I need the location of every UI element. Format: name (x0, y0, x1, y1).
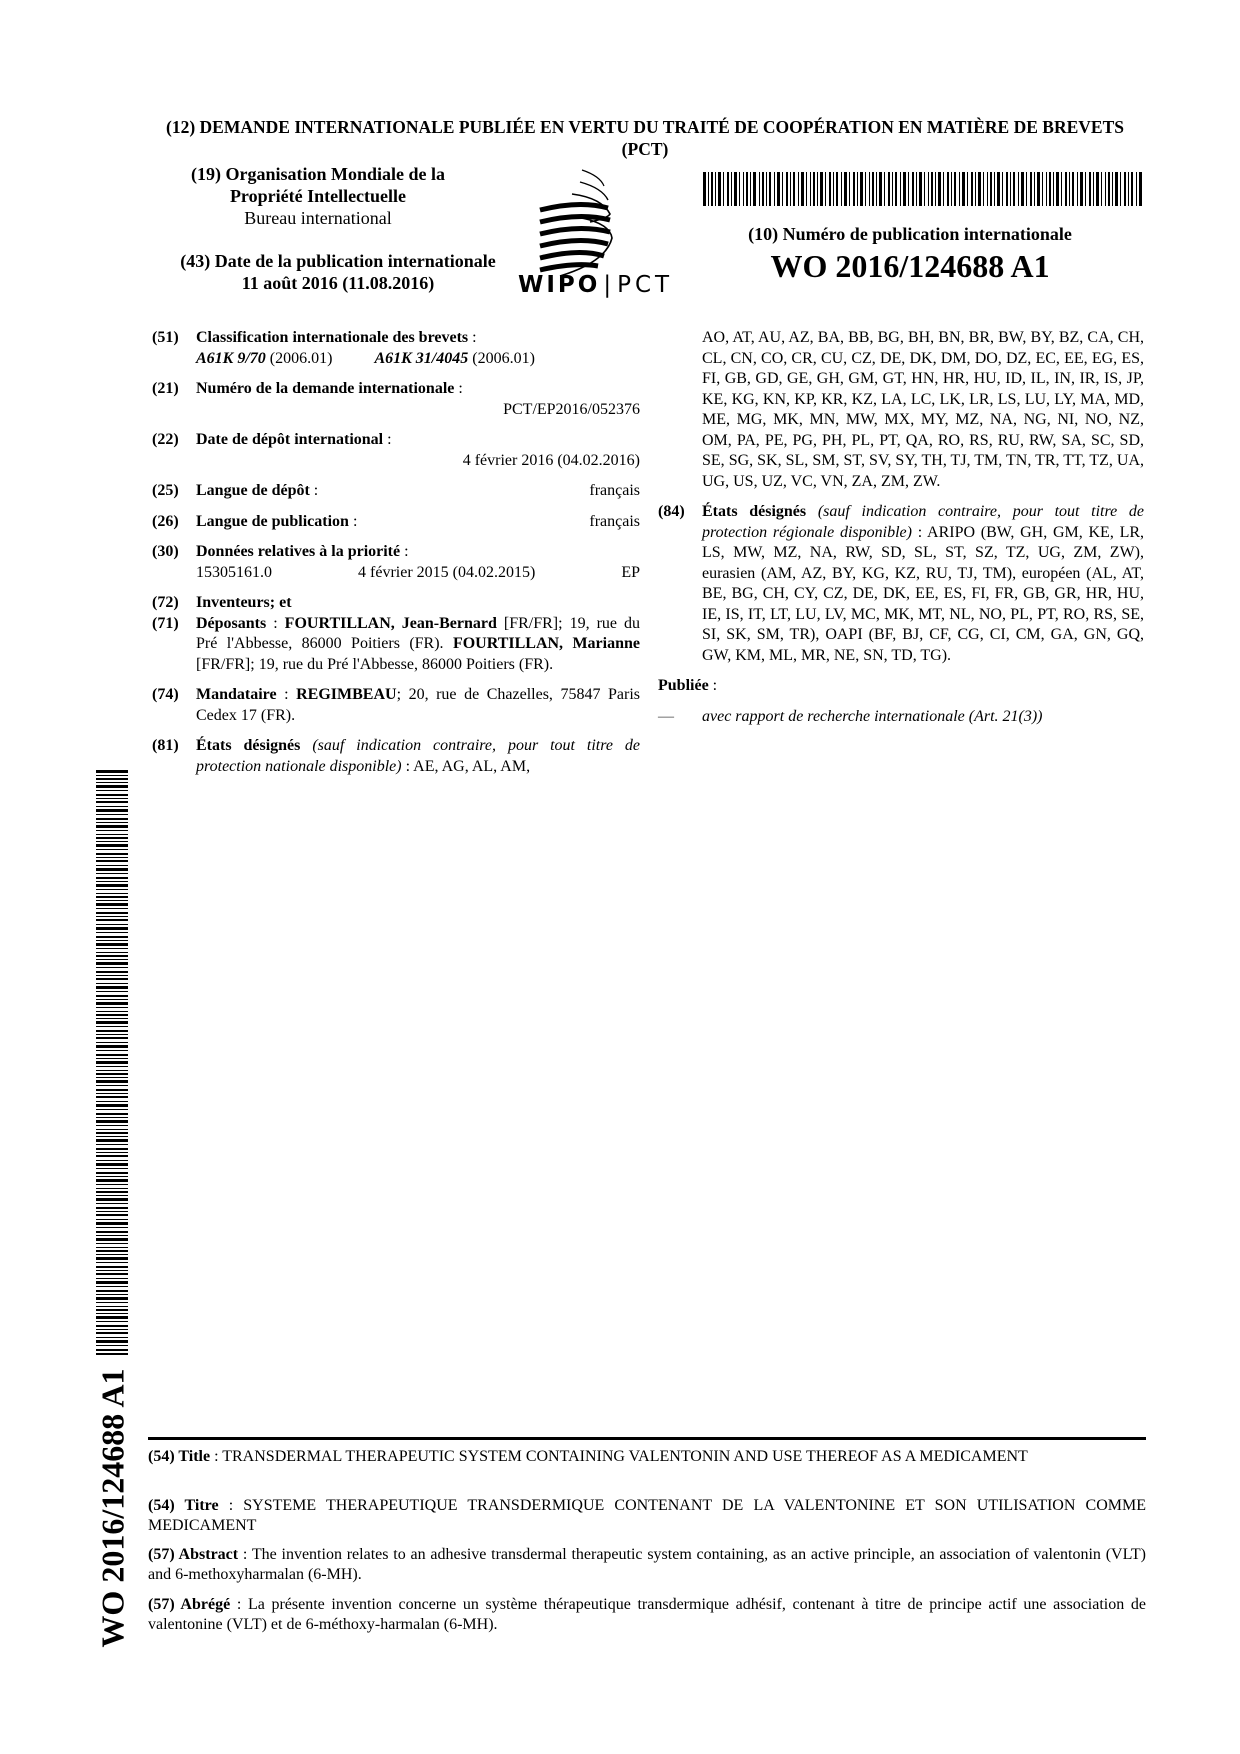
logo-separator: | (603, 272, 615, 298)
agent-name: REGIMBEAU (296, 686, 397, 703)
abstract-text: La présente invention concerne un système thérapeutique transdermique adhésif, contenant à titre de principe actif une association de valentonine (VLT) et de 6-méthoxy-harmalan (6-MH). (148, 1596, 1147, 1633)
publication-number: WO 2016/124688 A1 (770, 248, 1050, 284)
field-label: Inventeurs; et (196, 594, 292, 611)
field-51-classification (152, 328, 640, 369)
title-french (148, 1496, 1146, 1536)
field-label: Date de dépôt international (196, 431, 384, 448)
field-number: (51) (152, 329, 179, 346)
publication-date-label: (43) Date de la publication internationale (180, 251, 496, 271)
publication-number-label: (10) Numéro de publication internationale (748, 224, 1072, 244)
bibliographic-right-column (658, 328, 1144, 727)
field-label: Données relatives à la priorité (196, 543, 401, 560)
field-25-filing-language (152, 481, 640, 502)
bureau-label: Bureau international (244, 208, 392, 228)
field-colon: : (911, 523, 928, 541)
field-84-regional-states (658, 502, 1144, 666)
field-72-inventors (152, 593, 640, 614)
published-item (658, 707, 1144, 728)
abstract-label: (57) Abrégé (148, 1596, 231, 1613)
field-label: Mandataire (196, 686, 277, 703)
field-71-applicants (152, 614, 640, 676)
classification-item (374, 349, 534, 370)
field-label: Classification internationale des brevets (196, 329, 469, 346)
designated-states-start: AE, AG, AL, AM, (413, 757, 531, 775)
priority-number: 15305161.0 (196, 563, 272, 581)
organization-name-line1: (19) Organisation Mondiale de la (190, 164, 445, 184)
applicant-name: FOURTILLAN, Jean-Bernard (284, 614, 497, 632)
abstract-french (148, 1595, 1146, 1635)
organization-block (148, 163, 488, 229)
agent-address: ; 20, rue de Chazelles, 75847 Paris Cedex 17 (FR). (196, 686, 640, 724)
field-number: (81) (152, 737, 179, 754)
filing-date: 4 février 2016 (04.02.2016) (462, 451, 640, 469)
field-colon: : (468, 329, 477, 346)
field-colon: : (266, 614, 285, 632)
classification-item (196, 349, 332, 370)
field-number: (22) (152, 431, 179, 448)
classification-code: A61K 9/70 (196, 349, 266, 367)
field-colon: : (238, 1546, 252, 1563)
title-text: TRANSDERMAL THERAPEUTIC SYSTEM CONTAINING VALENTONIN AND USE THEREOF AS A MEDICAMENT (222, 1448, 1028, 1465)
wipo-label: WIPO (518, 272, 601, 298)
field-colon: : (210, 1448, 223, 1465)
field-colon: : (454, 380, 463, 397)
field-colon: : (401, 757, 414, 775)
field-colon: : (218, 1497, 244, 1514)
field-22-filing-date (152, 430, 640, 471)
field-number: (71) (152, 614, 179, 632)
applicant-address: [FR/FR]; 19, rue du Pré l'Abbesse, 86000 Poitiers (FR). (196, 614, 640, 652)
priority-date: 4 février 2015 (04.02.2015) (358, 563, 536, 581)
top-barcode-icon (703, 172, 1143, 206)
field-note: (sauf indication contraire, pour tout titre de protection régionale disponible) (702, 503, 1145, 541)
field-colon: : (348, 512, 358, 530)
field-26-publication-language (152, 512, 640, 533)
bibliographic-left-column (152, 328, 640, 787)
abstract-english (148, 1545, 1146, 1585)
publication-date-block (148, 250, 528, 294)
applicant-name: FOURTILLAN, Marianne (452, 635, 640, 652)
abstract-text: The invention relates to an adhesive transdermal therapeutic system containing, as an active principle, an association of valentonin (VLT) and 6-methoxyharmalan (6-MH). (148, 1546, 1147, 1583)
field-number: (30) (152, 543, 179, 560)
field-30-priority-data (152, 542, 640, 583)
applicant-address: [FR/FR]; 19, rue du Pré l'Abbesse, 86000 Poitiers (FR). (196, 655, 554, 673)
field-74-agent (152, 685, 640, 726)
field-label: Langue de publication (196, 512, 349, 530)
field-21-application-number (152, 379, 640, 420)
filing-language: français (589, 482, 640, 499)
field-colon: : (230, 1596, 248, 1613)
published-section (658, 676, 1144, 697)
organization-name-line2: Propriété Intellectuelle (229, 186, 407, 206)
published-label: Publiée (658, 677, 709, 694)
side-publication-number: WO 2016/124688 A1 (94, 1368, 131, 1648)
field-number: (74) (152, 686, 179, 703)
title-english (148, 1447, 1146, 1467)
dash-bullet: — (658, 707, 674, 725)
field-number: (26) (152, 512, 179, 530)
classification-version: (2006.01) (468, 349, 535, 367)
application-number: PCT/EP2016/052376 (503, 400, 640, 418)
field-number: (84) (658, 503, 685, 520)
field-colon: : (400, 543, 409, 560)
field-label: Numéro de la demande internationale (196, 380, 455, 397)
field-colon: : (309, 482, 319, 499)
document-kind-heading: (12) DEMANDE INTERNATIONALE PUBLIÉE EN VERTU DU TRAITÉ DE COOPÉRATION EN MATIÈRE DE BREVETS (PCT) (166, 117, 1124, 159)
vertical-barcode-icon (96, 770, 128, 1355)
priority-office: EP (621, 563, 640, 581)
publication-language: français (589, 512, 640, 530)
published-item-text: avec rapport de recherche internationale (Art. 21(3)) (702, 707, 1043, 725)
wipo-pct-logo-text (518, 272, 673, 298)
designated-states-national: AO, AT, AU, AZ, BA, BB, BG, BH, BN, BR, BW, BY, BZ, CA, CH, CL, CN, CO, CR, CU, CZ, DE, DK, DM, DO, DZ, EC, EE, EG, ES, FI, GB, GD, GE, GH, GM, GT, HN, HR, HU, ID, IL, IN, IR, IS, JP, KE, KG, KN, KP, KR, KZ, LA, LC, LK, LR, LS, LU, LY, MA, MD, ME, MG, MK, MN, MW, MX, MY, MZ, NA, NG, NI, NO, NZ, OM, PA, PE, PG, PH, PL, PT, QA, RO, RS, RU, RW, SA, SC, SD, SE, SG, SK, SL, SM, ST, SV, SY, TH, TJ, TM, TN, TR, TT, TZ, UA, UG, US, UZ, VC, VN, ZA, ZM, ZW. (702, 329, 1144, 490)
field-label: Langue de dépôt (196, 482, 310, 499)
pct-label: PCT (617, 272, 674, 298)
field-81-continued (658, 328, 1144, 492)
field-colon: : (708, 677, 718, 694)
section-divider (148, 1437, 1146, 1440)
title-text: SYSTEME THERAPEUTIQUE TRANSDERMIQUE CONTENANT DE LA VALENTONINE ET SON UTILISATION COMME MEDICAMENT (148, 1497, 1146, 1534)
field-number: (72) (152, 594, 179, 611)
designated-states-regional: ARIPO (BW, GH, GM, KE, LR, LS, MW, MZ, NA, RW, SD, SL, ST, SZ, TZ, UG, ZM, ZW), eurasien (AM, AZ, BY, KG, KZ, RU, TJ, TM), européen (AL, AT, BE, BG, CH, CY, CZ, DE, DK, EE, ES, FI, FR, GB, GR, HR, HU, IE, IS, IT, LT, LU, LV, MC, MK, MT, NL, NO, PL, PT, RO, RS, SE, SI, SK, SM, TR), OAPI (BF, BJ, CF, CG, CI, CM, GA, GN, GQ, GW, KM, ML, MR, NE, SN, TD, TG). (702, 523, 1145, 664)
title-label: (54) Titre (148, 1497, 219, 1514)
field-colon: : (276, 686, 297, 703)
classification-version: (2006.01) (265, 349, 333, 367)
field-note: (sauf indication contraire, pour tout titre de protection nationale disponible) (196, 737, 641, 775)
field-number: (25) (152, 482, 179, 499)
title-label: (54) Title (148, 1448, 211, 1465)
field-colon: : (383, 431, 392, 448)
field-number: (21) (152, 380, 179, 397)
field-label: Déposants (196, 614, 267, 632)
abstract-label: (57) Abstract (148, 1546, 239, 1563)
field-label: États désignés (702, 503, 807, 520)
field-label: États désignés (196, 737, 301, 754)
field-81-designated-states (152, 736, 640, 777)
classification-code: A61K 31/4045 (374, 349, 469, 367)
publication-date-value: 11 août 2016 (11.08.2016) (241, 273, 435, 293)
